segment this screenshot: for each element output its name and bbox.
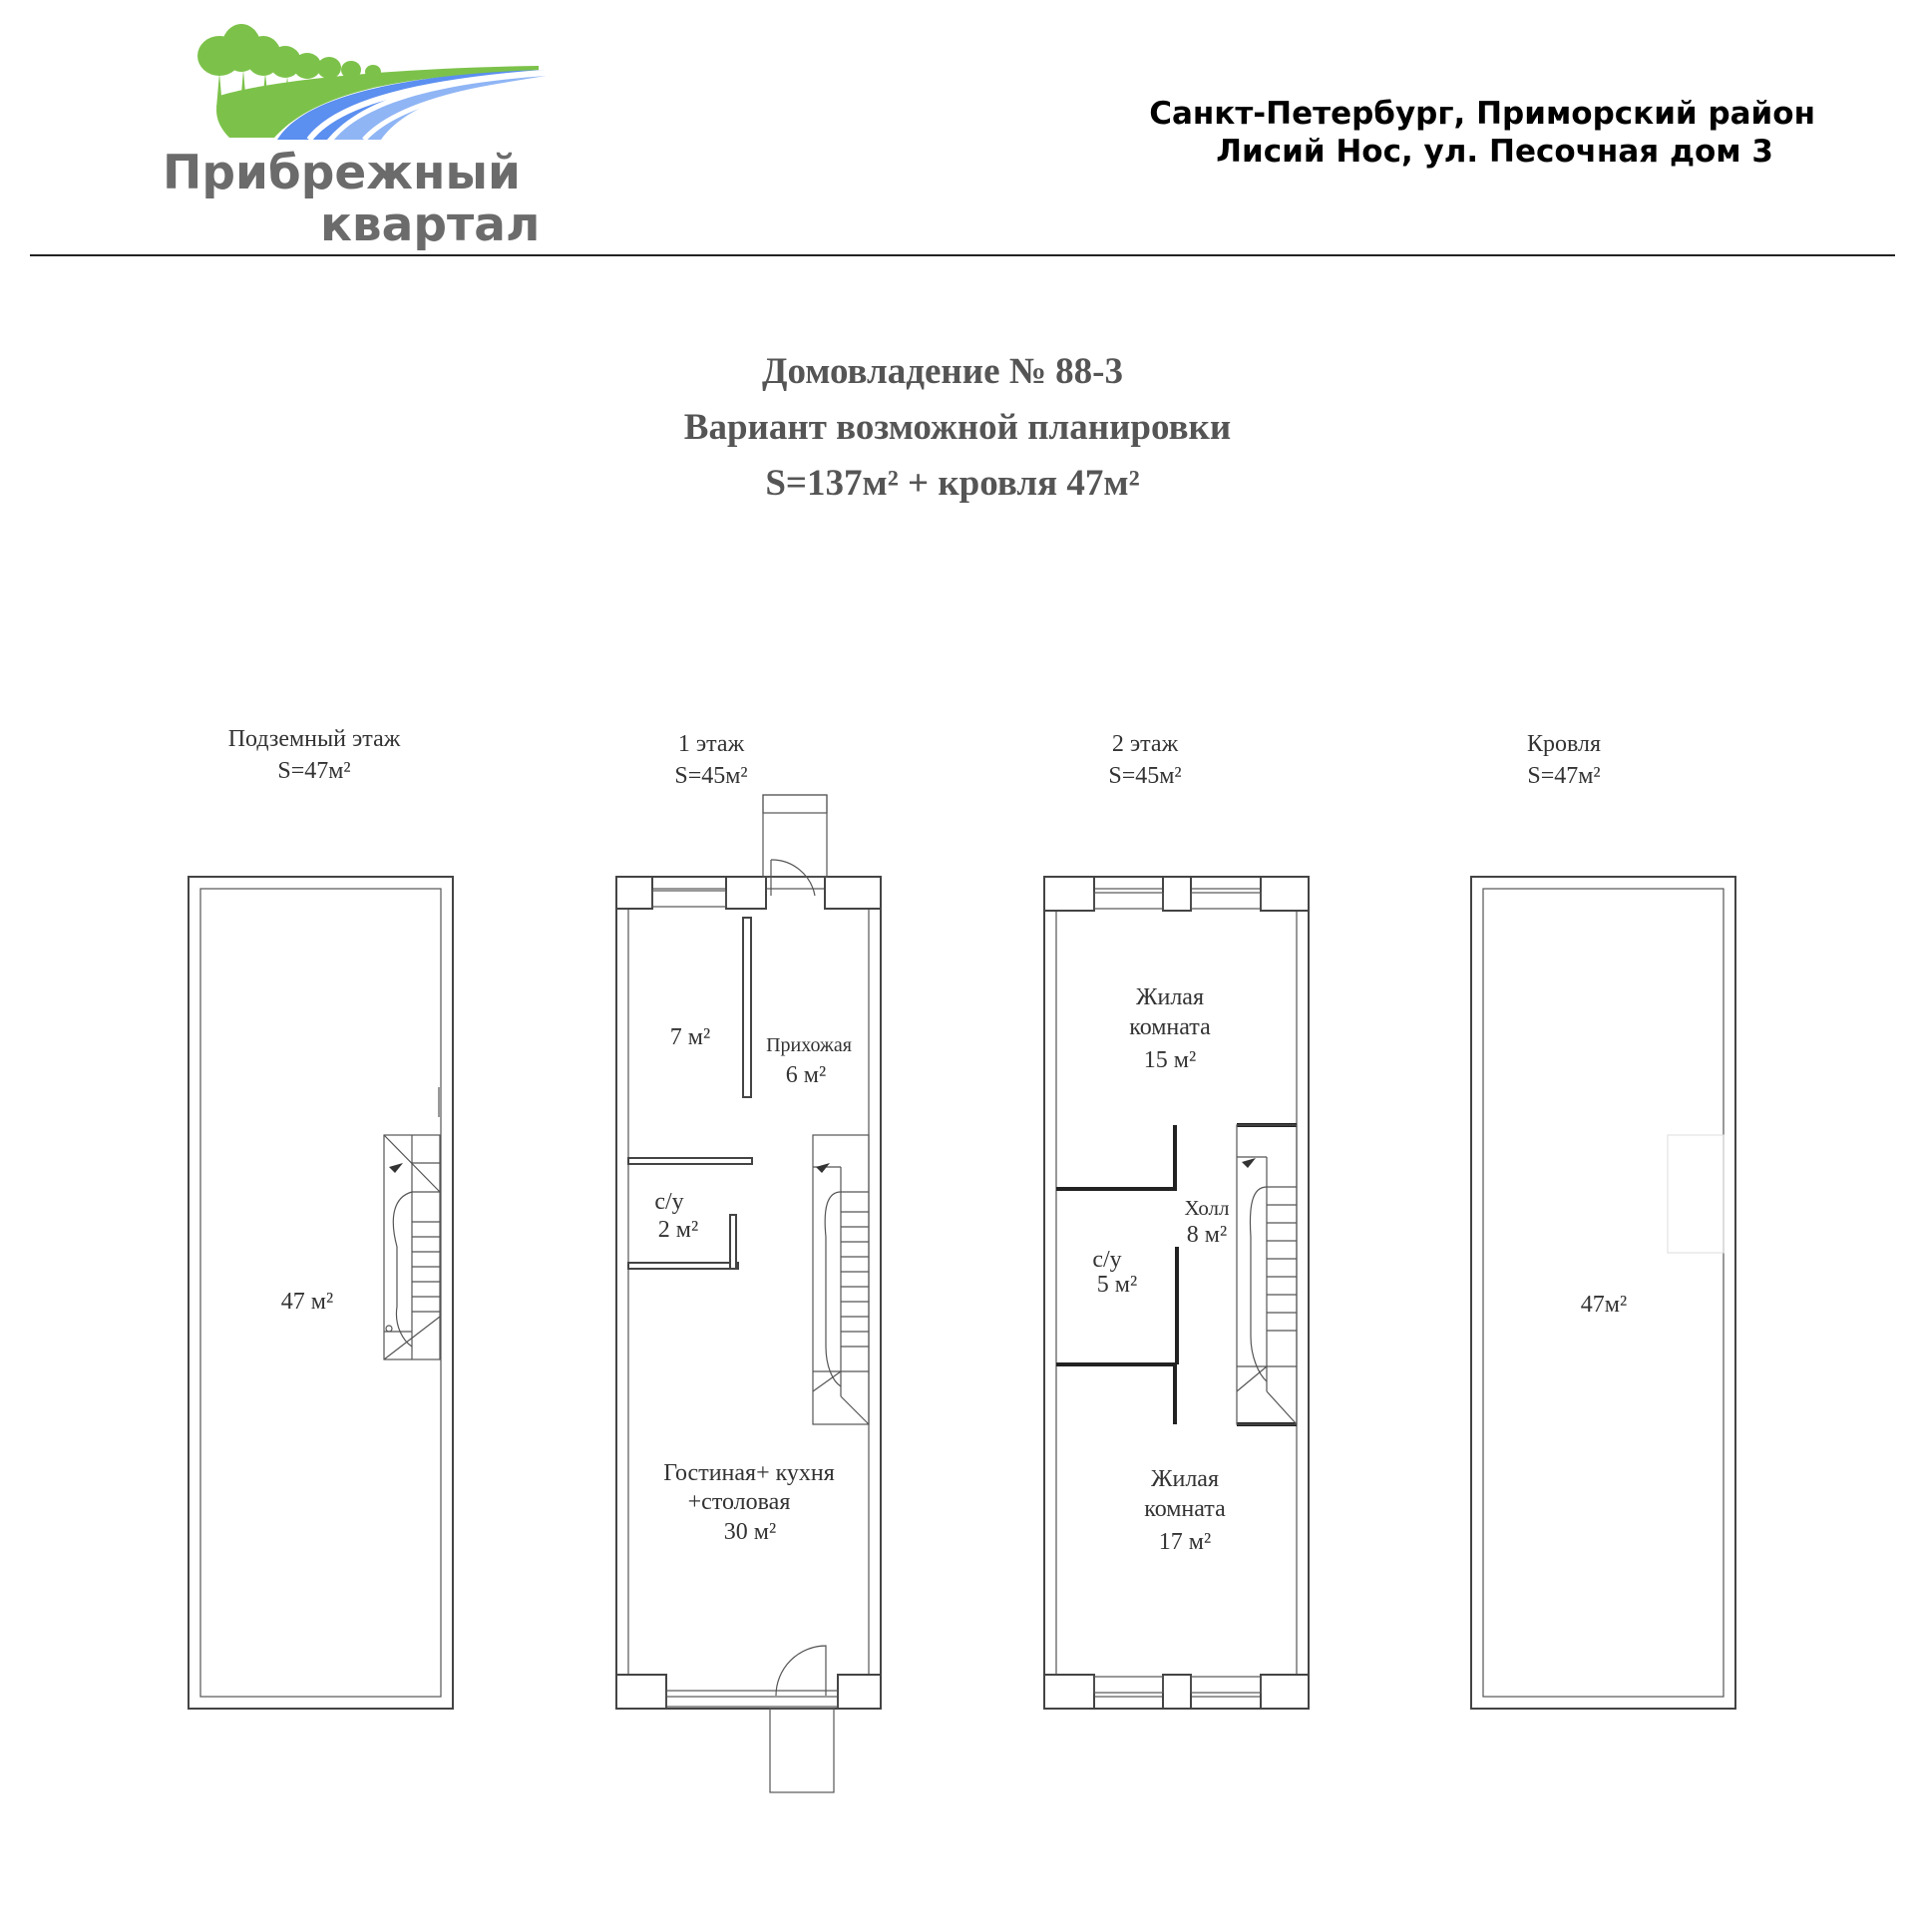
- caption-first-area: S=45м²: [674, 763, 748, 789]
- second-wc-area: 5 м²: [1096, 1272, 1138, 1298]
- caption-basement-name: Подземный этаж: [227, 726, 401, 752]
- plan-basement: [189, 877, 453, 1709]
- plan-roof: [1471, 877, 1735, 1709]
- plan-second-floor: [1044, 877, 1309, 1709]
- plan-first-floor: [616, 795, 881, 1792]
- stair-basement: [384, 1135, 440, 1359]
- first-hall-name: Прихожая: [766, 1034, 852, 1056]
- roof-area: 47м²: [1580, 1292, 1628, 1318]
- second-room2-area: 17 м²: [1158, 1529, 1212, 1555]
- caption-roof-area: S=47м²: [1527, 763, 1601, 789]
- second-room2-line2: комната: [1144, 1496, 1226, 1522]
- caption-second-area: S=45м²: [1108, 763, 1182, 789]
- second-wc-name: с/у: [1092, 1247, 1122, 1273]
- caption-roof-name: Кровля: [1526, 731, 1602, 757]
- address-line1: Санкт-Петербург, Приморский район: [1149, 96, 1815, 132]
- title-line2: Вариант возможной планировки: [683, 407, 1232, 448]
- basement-room-area: 47 м²: [280, 1289, 334, 1315]
- second-hall-area: 8 м²: [1186, 1222, 1228, 1248]
- second-room1-line2: комната: [1129, 1014, 1211, 1040]
- caption-second-name: 2 этаж: [1111, 731, 1179, 757]
- address-line2: Лисий Нос, ул. Песочная дом 3: [1216, 134, 1773, 170]
- first-hall-area: 6 м²: [785, 1062, 827, 1088]
- stair-second: [1237, 1125, 1297, 1424]
- first-wc-name: с/у: [654, 1189, 684, 1215]
- title-line1: Домовладение № 88-3: [762, 351, 1123, 392]
- second-room2-line1: Жилая: [1150, 1466, 1220, 1492]
- first-living-line1: Гостиная+ кухня: [663, 1460, 835, 1486]
- title-line3: S=137м² + кровля 47м²: [765, 463, 1140, 504]
- caption-basement-area: S=47м²: [277, 758, 351, 784]
- second-hall-name: Холл: [1184, 1196, 1230, 1220]
- caption-first-name: 1 этаж: [677, 731, 745, 757]
- first-living-area: 30 м²: [723, 1519, 777, 1545]
- first-wc-area: 2 м²: [657, 1217, 699, 1243]
- second-room1-line1: Жилая: [1135, 984, 1205, 1010]
- logo-line1: Прибрежный: [163, 146, 521, 200]
- second-room1-area: 15 м²: [1143, 1047, 1197, 1073]
- first-storage-area: 7 м²: [669, 1024, 711, 1050]
- first-living-line2: +столовая: [687, 1489, 791, 1515]
- stair-first: [813, 1135, 869, 1424]
- logo-line2: квартал: [320, 197, 541, 252]
